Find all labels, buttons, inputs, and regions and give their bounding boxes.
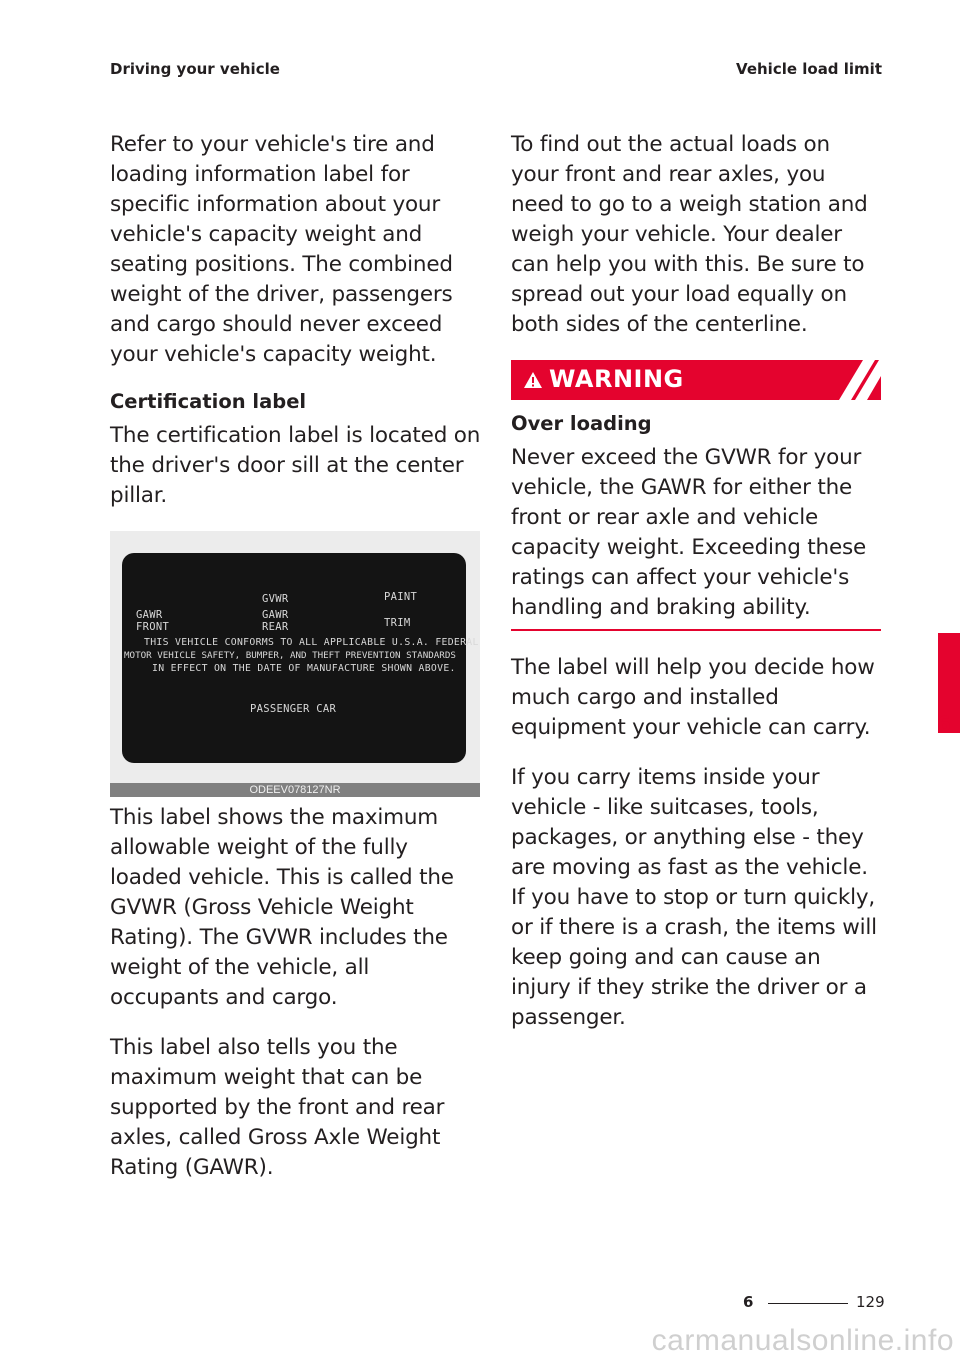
warning-slash-decoration: [811, 360, 881, 400]
certification-label-figure: [110, 531, 480, 797]
right-column: [511, 130, 881, 1053]
warning-title: WARNING: [549, 365, 684, 393]
footer-divider: [768, 1303, 848, 1304]
footer-chapter-number: 6: [743, 1293, 754, 1311]
cargo-safety-paragraph: If you carry items inside your vehicle - like suitcases, tools, packages, or anything else - they are moving as fast as the vehicle. If you have to stop or turn quickly, or if there is a crash, the items will keep going and can cause an injury if they strike the driver or a passenger.: [511, 765, 877, 1030]
label-gawr-front-2: FRONT: [136, 621, 170, 633]
label-conformity-line-1: THIS VEHICLE CONFORMS TO ALL APPLICABLE U.S.A. FEDERAL: [144, 637, 479, 648]
certification-location-paragraph: The certification label is located on the driver's door sill at the center pillar.: [110, 423, 481, 508]
warning-banner: [511, 360, 881, 400]
label-paint: PAINT: [384, 591, 418, 603]
warning-heading: Over loading: [511, 412, 652, 435]
certification-label-photo: [122, 553, 479, 763]
warning-end-rule: [511, 629, 881, 631]
cargo-label-paragraph: The label will help you decide how much cargo and installed equipment your vehicle can carry.: [511, 655, 875, 740]
chapter-side-number: 6: [937, 712, 951, 736]
footer-page-number: 129: [856, 1293, 885, 1311]
certification-heading: Certification label: [110, 390, 307, 413]
running-header-topic: Vehicle load limit: [736, 60, 882, 78]
label-gawr-rear-2: REAR: [262, 621, 289, 633]
axle-load-paragraph: To find out the actual loads on your front and rear axles, you need to go to a weigh station and weigh your vehicle. Your dealer can help you with this. Be sure to spread out your load equally on both sides of the centerline.: [511, 132, 868, 337]
warning-triangle-icon: [523, 370, 543, 390]
running-header-section: Driving your vehicle: [110, 60, 280, 78]
gawr-paragraph: This label also tells you the maximum weight that can be supported by the front and rear axles, called Gross Axle Weight Rating (GAWR).: [110, 1035, 445, 1180]
site-watermark: carmanualsonline.info: [651, 1324, 954, 1357]
label-gawr-front-1: GAWR: [136, 609, 163, 621]
figure-code-caption: ODEEV078127NR: [110, 783, 480, 797]
label-passenger-car: PASSENGER CAR: [250, 703, 337, 715]
label-conformity-line-2: MOTOR VEHICLE SAFETY, BUMPER, AND THEFT PREVENTION STANDARDS: [124, 650, 456, 661]
label-conformity-line-3: IN EFFECT ON THE DATE OF MANUFACTURE SHOWN ABOVE.: [152, 663, 456, 674]
label-trim: TRIM: [384, 617, 411, 629]
gvwr-paragraph: This label shows the maximum allowable weight of the fully loaded vehicle. This is called the GVWR (Gross Vehicle Weight Rating). The GVWR includes the weight of the vehicle, all occupants and cargo.: [110, 805, 454, 1010]
warning-text: Never exceed the GVWR for your vehicle, the GAWR for either the front or rear axle and vehicle capacity weight. Exceeding these ratings can affect your vehicle's handling and braking ability.: [511, 445, 867, 620]
label-gawr-rear-1: GAWR: [262, 609, 289, 621]
intro-paragraph: Refer to your vehicle's tire and loading information label for specific information about your vehicle's capacity weight and seating positions. The combined weight of the driver, passengers and cargo should never exceed your vehicle's capacity weight.: [110, 132, 453, 367]
label-gvwr: GVWR: [262, 593, 289, 605]
left-column: [110, 130, 482, 1203]
